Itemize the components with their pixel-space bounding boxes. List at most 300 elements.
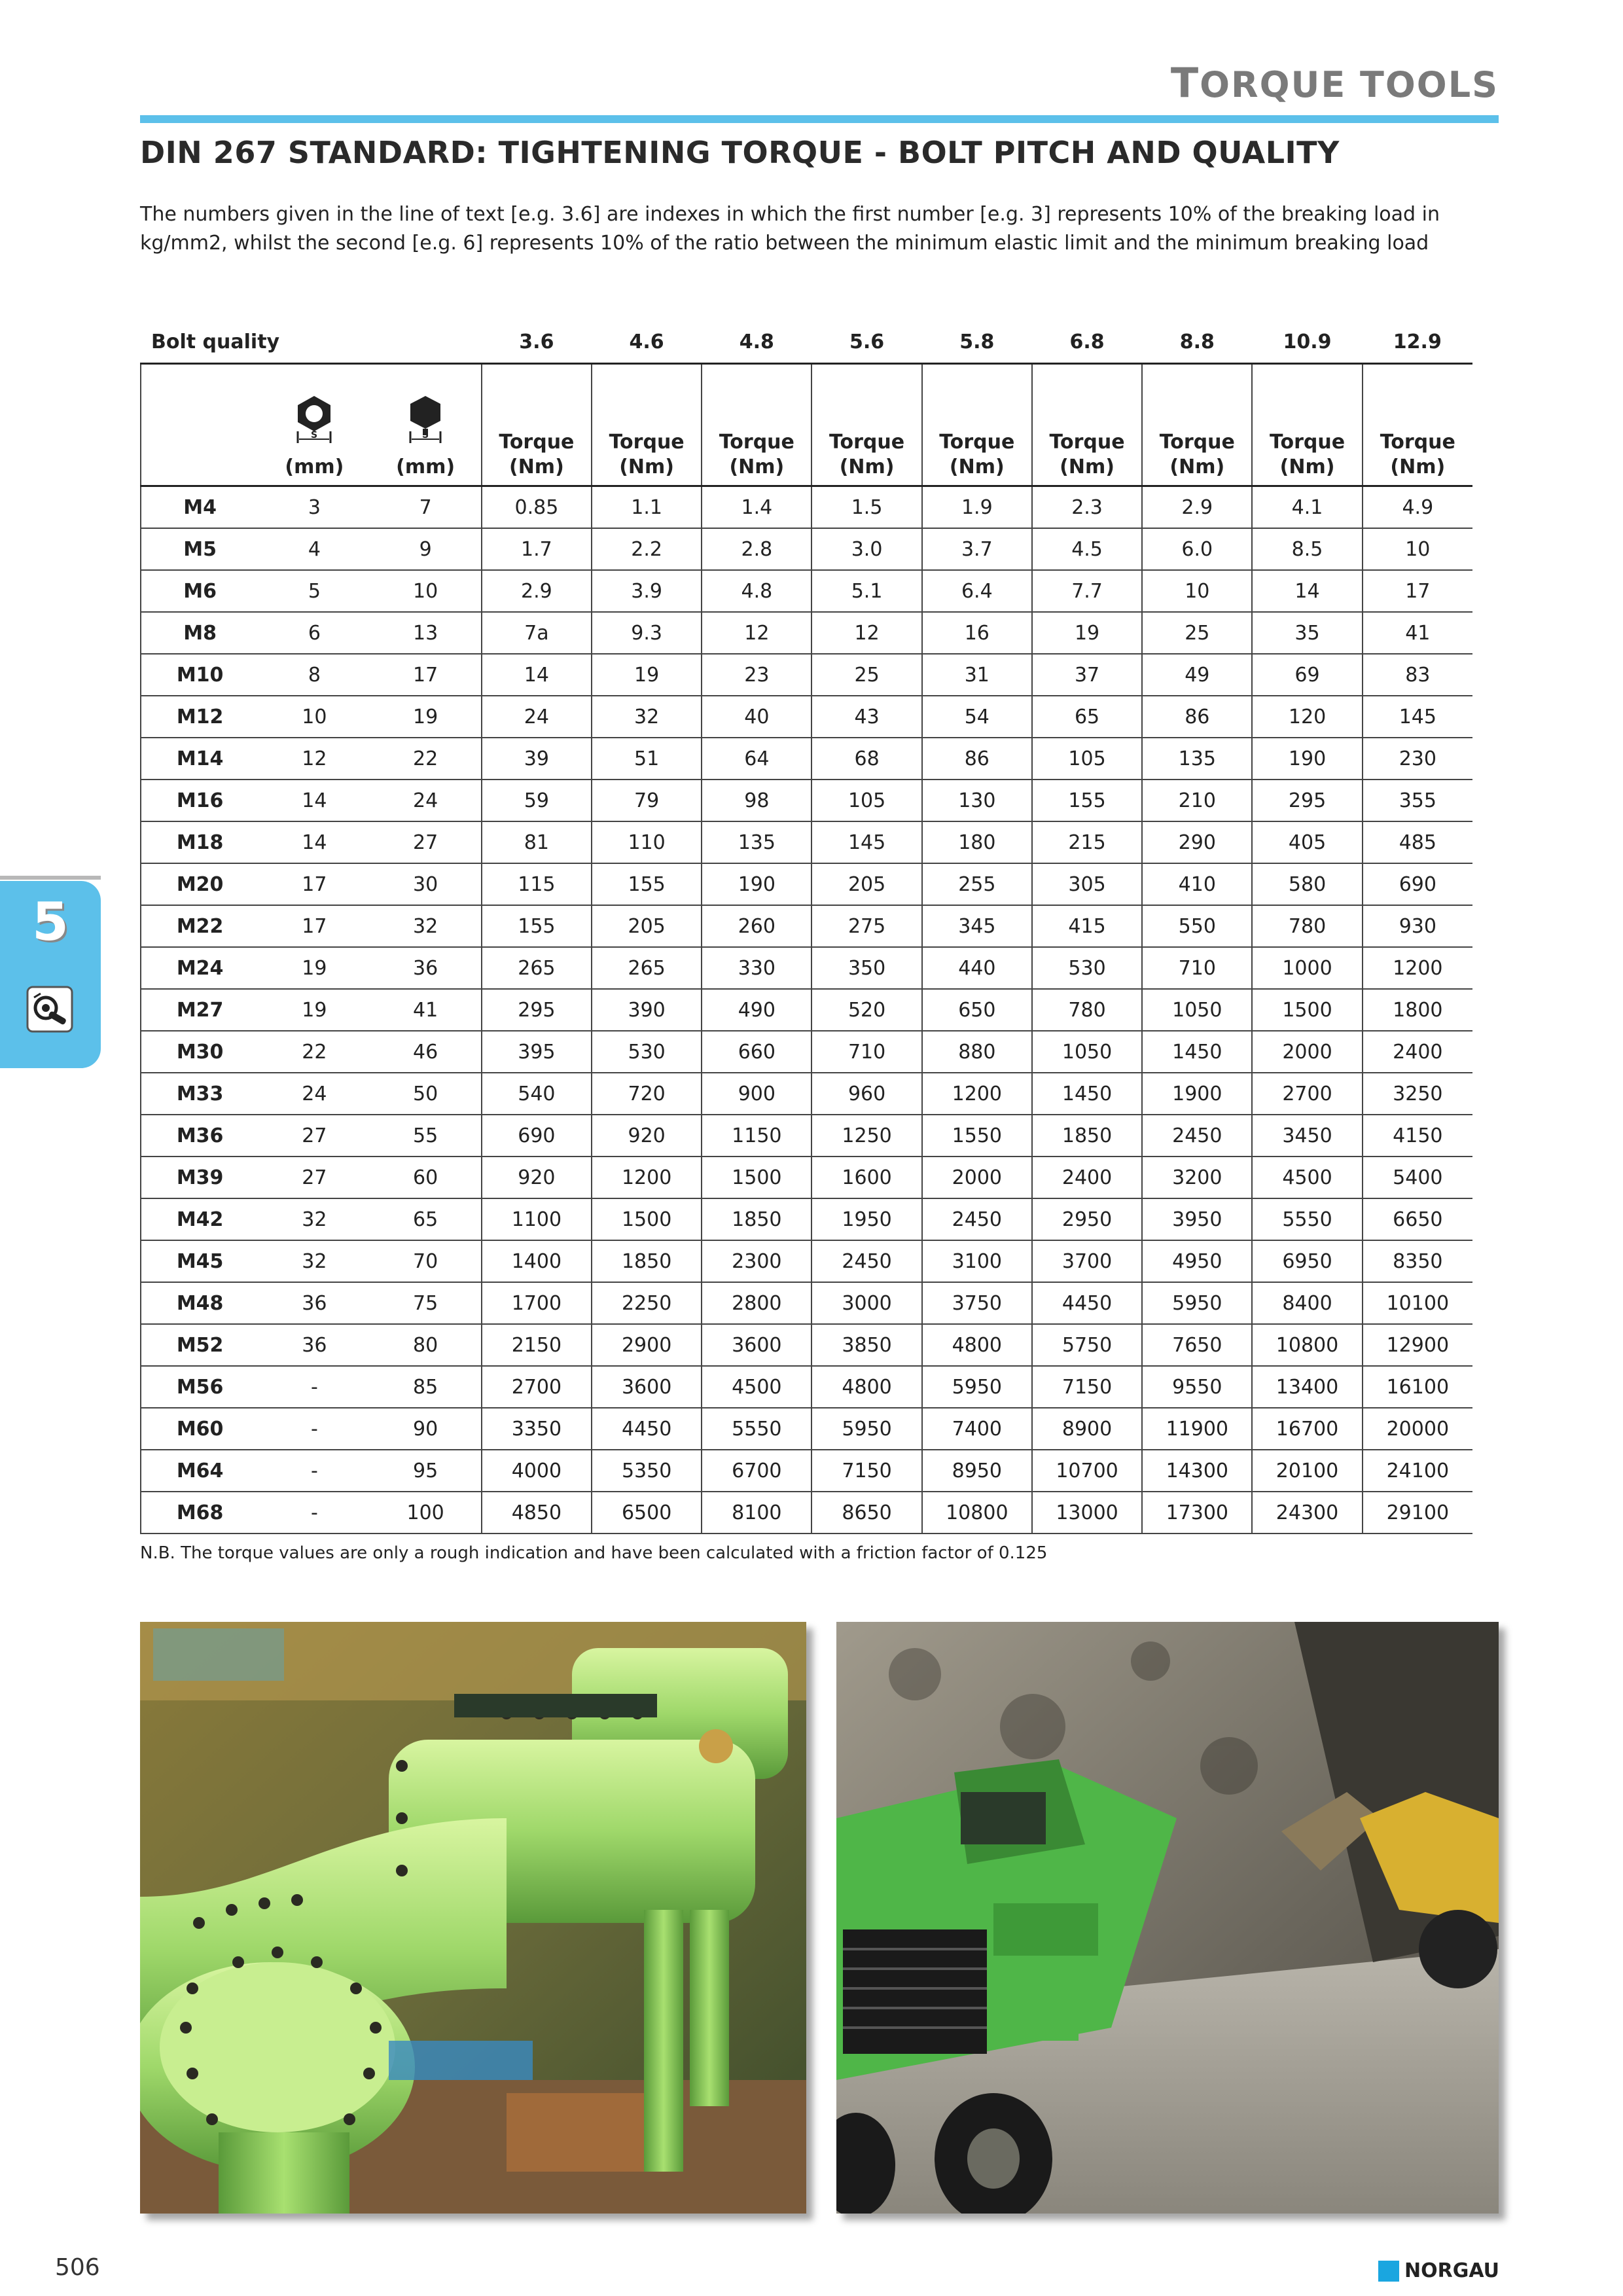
torque-value-cell: 1600 — [812, 1157, 921, 1198]
torque-value-cell: 105 — [1032, 738, 1142, 780]
torque-value-cell: 1700 — [482, 1282, 592, 1324]
torque-value-cell: 2.9 — [1142, 486, 1252, 529]
head-width-cell: 27 — [370, 821, 482, 863]
torque-value-cell: 2400 — [1032, 1157, 1142, 1198]
torque-value-cell: 83 — [1363, 654, 1472, 696]
torque-header — [592, 364, 702, 486]
nm-label: (Nm) — [839, 456, 895, 478]
nut-width-cell: 36 — [259, 1282, 370, 1324]
torque-value-cell: 960 — [812, 1073, 921, 1115]
header-rule — [140, 115, 1499, 123]
torque-value-cell: 24 — [482, 696, 592, 738]
torque-value-cell: 580 — [1252, 863, 1362, 905]
torque-value-cell: 1100 — [482, 1198, 592, 1240]
torque-value-cell: 11900 — [1142, 1408, 1252, 1450]
torque-label: Torque — [609, 431, 685, 454]
bolt-quality-label: Bolt quality — [141, 321, 482, 364]
table-row — [141, 863, 1472, 905]
torque-value-cell: 51 — [592, 738, 702, 780]
torque-header — [1252, 364, 1362, 486]
torque-value-cell: 8100 — [702, 1492, 812, 1534]
size-header-cell — [141, 364, 259, 486]
torque-value-cell: 4.8 — [702, 570, 812, 612]
torque-label: Torque — [1380, 431, 1455, 454]
head-width-cell: 95 — [370, 1450, 482, 1492]
torque-value-cell: 10700 — [1032, 1450, 1142, 1492]
quality-header: 12.9 — [1363, 321, 1472, 364]
bolt-size-cell: M22 — [141, 905, 259, 947]
torque-value-cell: 690 — [1363, 863, 1472, 905]
torque-value-cell: 920 — [482, 1157, 592, 1198]
torque-value-cell: 2700 — [1252, 1073, 1362, 1115]
torque-value-cell: 37 — [1032, 654, 1142, 696]
bolt-size-cell: M48 — [141, 1282, 259, 1324]
torque-value-cell: 530 — [1032, 947, 1142, 989]
torque-value-cell: 5350 — [592, 1450, 702, 1492]
torque-value-cell: 490 — [702, 989, 812, 1031]
table-row — [141, 1031, 1472, 1073]
torque-label: Torque — [499, 431, 575, 454]
torque-value-cell: 155 — [592, 863, 702, 905]
torque-label: Torque — [1049, 431, 1125, 454]
nm-label: (Nm) — [1390, 456, 1446, 478]
torque-value-cell: 0.85 — [482, 486, 592, 529]
torque-value-cell: 3950 — [1142, 1198, 1252, 1240]
nut-width-cell: 19 — [259, 989, 370, 1031]
head-width-cell: 46 — [370, 1031, 482, 1073]
torque-value-cell: 900 — [702, 1073, 812, 1115]
torque-value-cell: 720 — [592, 1073, 702, 1115]
torque-value-cell: 305 — [1032, 863, 1142, 905]
torque-value-cell: 530 — [592, 1031, 702, 1073]
torque-value-cell: 1950 — [812, 1198, 921, 1240]
torque-value-cell: 13400 — [1252, 1366, 1362, 1408]
bolt-size-cell: M4 — [141, 486, 259, 529]
torque-label: Torque — [1159, 431, 1235, 454]
torque-value-cell: 1850 — [592, 1240, 702, 1282]
torque-value-cell: 23 — [702, 654, 812, 696]
torque-value-cell: 485 — [1363, 821, 1472, 863]
torque-value-cell: 10800 — [1252, 1324, 1362, 1366]
torque-value-cell: 6.4 — [922, 570, 1032, 612]
nut-width-cell: 12 — [259, 738, 370, 780]
quality-header: 8.8 — [1142, 321, 1252, 364]
torque-value-cell: 3700 — [1032, 1240, 1142, 1282]
torque-value-cell: 16 — [922, 612, 1032, 654]
mm-label: (mm) — [396, 456, 455, 478]
torque-value-cell: 13000 — [1032, 1492, 1142, 1534]
torque-value-cell: 210 — [1142, 780, 1252, 821]
torque-value-cell: 2000 — [1252, 1031, 1362, 1073]
bolt-size-cell: M42 — [141, 1198, 259, 1240]
torque-value-cell: 2950 — [1032, 1198, 1142, 1240]
torque-value-cell: 710 — [1142, 947, 1252, 989]
nut-width-cell: 6 — [259, 612, 370, 654]
nut-width-cell: 8 — [259, 654, 370, 696]
industrial-pipes-photo — [140, 1622, 806, 2214]
head-width-cell: 17 — [370, 654, 482, 696]
head-width-cell: 19 — [370, 696, 482, 738]
torque-value-cell: 4450 — [1032, 1282, 1142, 1324]
torque-value-cell: 6700 — [702, 1450, 812, 1492]
dump-truck-photo — [836, 1622, 1499, 2214]
torque-value-cell: 1050 — [1032, 1031, 1142, 1073]
quality-header: 10.9 — [1252, 321, 1362, 364]
quality-header: 5.6 — [812, 321, 921, 364]
bolt-size-cell: M36 — [141, 1115, 259, 1157]
torque-value-cell: 130 — [922, 780, 1032, 821]
torque-value-cell: 1450 — [1032, 1073, 1142, 1115]
torque-value-cell: 12 — [702, 612, 812, 654]
table-row — [141, 570, 1472, 612]
torque-value-cell: 7150 — [1032, 1366, 1142, 1408]
torque-value-cell: 5950 — [812, 1408, 921, 1450]
bolt-size-cell: M56 — [141, 1366, 259, 1408]
torque-value-cell: 9550 — [1142, 1366, 1252, 1408]
torque-value-cell: 190 — [702, 863, 812, 905]
torque-value-cell: 10 — [1363, 528, 1472, 570]
nut-width-cell: 32 — [259, 1240, 370, 1282]
torque-header — [482, 364, 592, 486]
pipes-illustration — [140, 1622, 806, 2214]
chapter-tab-border — [0, 876, 101, 880]
svg-text:S: S — [422, 430, 429, 440]
torque-value-cell: 190 — [1252, 738, 1362, 780]
table-row — [141, 1115, 1472, 1157]
bolt-size-cell: M64 — [141, 1450, 259, 1492]
torque-value-cell: 81 — [482, 821, 592, 863]
round-nut-icon — [291, 393, 337, 446]
torque-value-cell: 65 — [1032, 696, 1142, 738]
head-width-cell: 41 — [370, 989, 482, 1031]
torque-value-cell: 920 — [592, 1115, 702, 1157]
head-width-cell: 30 — [370, 863, 482, 905]
torque-value-cell: 1500 — [1252, 989, 1362, 1031]
bolt-size-cell: M52 — [141, 1324, 259, 1366]
torque-value-cell: 290 — [1142, 821, 1252, 863]
torque-value-cell: 440 — [922, 947, 1032, 989]
bolt-size-cell: M20 — [141, 863, 259, 905]
torque-value-cell: 17 — [1363, 570, 1472, 612]
brand-name: NORGAU — [1404, 2259, 1499, 2282]
nut-width-cell: 36 — [259, 1324, 370, 1366]
head-width-cell: 80 — [370, 1324, 482, 1366]
torque-value-cell: 54 — [922, 696, 1032, 738]
torque-value-cell: 29100 — [1363, 1492, 1472, 1534]
torque-value-cell: 9.3 — [592, 612, 702, 654]
torque-value-cell: 4500 — [1252, 1157, 1362, 1198]
nut-width-cell: 27 — [259, 1157, 370, 1198]
torque-value-cell: 3600 — [702, 1324, 812, 1366]
torque-value-cell: 2450 — [1142, 1115, 1252, 1157]
torque-value-cell: 40 — [702, 696, 812, 738]
torque-value-cell: 780 — [1032, 989, 1142, 1031]
nm-label: (Nm) — [949, 456, 1005, 478]
bolt-size-cell: M5 — [141, 528, 259, 570]
nut-width-cell: 27 — [259, 1115, 370, 1157]
nm-label: (Nm) — [1169, 456, 1225, 478]
bolt-size-cell: M68 — [141, 1492, 259, 1534]
torque-value-cell: 6650 — [1363, 1198, 1472, 1240]
head-width-cell: 60 — [370, 1157, 482, 1198]
torque-value-cell: 410 — [1142, 863, 1252, 905]
torque-value-cell: 1150 — [702, 1115, 812, 1157]
torque-value-cell: 4150 — [1363, 1115, 1472, 1157]
table-row — [141, 780, 1472, 821]
torque-header — [812, 364, 921, 486]
torque-value-cell: 1450 — [1142, 1031, 1252, 1073]
nm-label: (Nm) — [619, 456, 675, 478]
bolt-size-cell: M30 — [141, 1031, 259, 1073]
torque-value-cell: 350 — [812, 947, 921, 989]
nut-width-cell: 24 — [259, 1073, 370, 1115]
torque-value-cell: 2400 — [1363, 1031, 1472, 1073]
torque-value-cell: 10100 — [1363, 1282, 1472, 1324]
torque-value-cell: 14 — [1252, 570, 1362, 612]
torque-value-cell: 7.7 — [1032, 570, 1142, 612]
table-row — [141, 738, 1472, 780]
torque-value-cell: 1200 — [1363, 947, 1472, 989]
bolt-size-cell: M16 — [141, 780, 259, 821]
torque-value-cell: 19 — [592, 654, 702, 696]
torque-value-cell: 3600 — [592, 1366, 702, 1408]
torque-value-cell: 7a — [482, 612, 592, 654]
table-row — [141, 821, 1472, 863]
truck-illustration — [836, 1622, 1499, 2214]
torque-value-cell: 59 — [482, 780, 592, 821]
torque-value-cell: 1000 — [1252, 947, 1362, 989]
torque-value-cell: 135 — [1142, 738, 1252, 780]
torque-value-cell: 4850 — [482, 1492, 592, 1534]
torque-value-cell: 4.9 — [1363, 486, 1472, 529]
torque-value-cell: 4.1 — [1252, 486, 1362, 529]
torque-value-cell: 8650 — [812, 1492, 921, 1534]
table-row — [141, 1157, 1472, 1198]
head-width-header — [370, 364, 482, 486]
head-width-cell: 9 — [370, 528, 482, 570]
torque-value-cell: 7150 — [812, 1450, 921, 1492]
torque-value-cell: 145 — [1363, 696, 1472, 738]
bolt-size-cell: M45 — [141, 1240, 259, 1282]
unit-header-row — [141, 364, 1472, 486]
nut-width-cell: 22 — [259, 1031, 370, 1073]
torque-value-cell: 3200 — [1142, 1157, 1252, 1198]
torque-value-cell: 43 — [812, 696, 921, 738]
torque-value-cell: 1.1 — [592, 486, 702, 529]
quality-header: 3.6 — [482, 321, 592, 364]
torque-value-cell: 16700 — [1252, 1408, 1362, 1450]
nut-width-cell: 3 — [259, 486, 370, 529]
head-width-cell: 100 — [370, 1492, 482, 1534]
head-width-cell: 50 — [370, 1073, 482, 1115]
head-width-cell: 13 — [370, 612, 482, 654]
torque-value-cell: 4.5 — [1032, 528, 1142, 570]
nm-label: (Nm) — [1060, 456, 1115, 478]
torque-value-cell: 710 — [812, 1031, 921, 1073]
torque-value-cell: 3.0 — [812, 528, 921, 570]
torque-value-cell: 5950 — [922, 1366, 1032, 1408]
torque-value-cell: 3000 — [812, 1282, 921, 1324]
nut-width-cell: 14 — [259, 780, 370, 821]
intro-paragraph: The numbers given in the line of text [e.g. 3.6] are indexes in which the first number [e.g. 3] represents 10% of the breaking load in kg/mm2, whilst the second [e.g. 6] represents 10% of the ratio between the minimum elastic limit and the minimum breaking load — [140, 203, 1440, 255]
torque-value-cell: 2900 — [592, 1324, 702, 1366]
torque-value-cell: 4000 — [482, 1450, 592, 1492]
bolt-size-cell: M33 — [141, 1073, 259, 1115]
torque-value-cell: 5950 — [1142, 1282, 1252, 1324]
torque-value-cell: 345 — [922, 905, 1032, 947]
table-row — [141, 905, 1472, 947]
quality-row — [141, 321, 1472, 364]
torque-value-cell: 86 — [1142, 696, 1252, 738]
bolt-size-cell: M12 — [141, 696, 259, 738]
torque-value-cell: 25 — [1142, 612, 1252, 654]
bolt-size-cell: M6 — [141, 570, 259, 612]
head-width-cell: 36 — [370, 947, 482, 989]
torque-value-cell: 3.9 — [592, 570, 702, 612]
bolt-size-cell: M14 — [141, 738, 259, 780]
table-row — [141, 486, 1472, 529]
torque-value-cell: 14 — [482, 654, 592, 696]
torque-value-cell: 39 — [482, 738, 592, 780]
torque-value-cell: 14300 — [1142, 1450, 1252, 1492]
torque-value-cell: 20100 — [1252, 1450, 1362, 1492]
nm-label: (Nm) — [508, 456, 564, 478]
torque-value-cell: 12900 — [1363, 1324, 1472, 1366]
torque-value-cell: 8400 — [1252, 1282, 1362, 1324]
torque-value-cell: 69 — [1252, 654, 1362, 696]
torque-value-cell: 5550 — [702, 1408, 812, 1450]
torque-value-cell: 1850 — [1032, 1115, 1142, 1157]
nut-width-cell: - — [259, 1492, 370, 1534]
torque-value-cell: 265 — [482, 947, 592, 989]
table-row — [141, 1450, 1472, 1492]
nut-width-cell: 17 — [259, 863, 370, 905]
torque-value-cell: 355 — [1363, 780, 1472, 821]
torque-value-cell: 2.3 — [1032, 486, 1142, 529]
torque-value-cell: 3100 — [922, 1240, 1032, 1282]
brand-logo-square — [1378, 2261, 1399, 2282]
torque-value-cell: 265 — [592, 947, 702, 989]
table-row — [141, 654, 1472, 696]
torque-value-cell: 1200 — [922, 1073, 1032, 1115]
torque-value-cell: 2.8 — [702, 528, 812, 570]
torque-value-cell: 215 — [1032, 821, 1142, 863]
table-row — [141, 1492, 1472, 1534]
torque-value-cell: 31 — [922, 654, 1032, 696]
head-width-cell: 32 — [370, 905, 482, 947]
torque-value-cell: 295 — [1252, 780, 1362, 821]
torque-value-cell: 1.5 — [812, 486, 921, 529]
nut-width-cell: 17 — [259, 905, 370, 947]
head-width-cell: 7 — [370, 486, 482, 529]
torque-value-cell: 275 — [812, 905, 921, 947]
head-width-cell: 55 — [370, 1115, 482, 1157]
torque-value-cell: 19 — [1032, 612, 1142, 654]
torque-value-cell: 24100 — [1363, 1450, 1472, 1492]
torque-value-cell: 1500 — [592, 1198, 702, 1240]
head-width-cell: 70 — [370, 1240, 482, 1282]
torque-value-cell: 35 — [1252, 612, 1362, 654]
torque-value-cell: 205 — [812, 863, 921, 905]
torque-value-cell: 1900 — [1142, 1073, 1252, 1115]
torque-value-cell: 2800 — [702, 1282, 812, 1324]
torque-value-cell: 155 — [1032, 780, 1142, 821]
bolt-size-cell: M8 — [141, 612, 259, 654]
torque-label: Torque — [719, 431, 794, 454]
torque-value-cell: 4950 — [1142, 1240, 1252, 1282]
torque-value-cell: 12 — [812, 612, 921, 654]
page-number: 506 — [55, 2254, 100, 2281]
torque-value-cell: 79 — [592, 780, 702, 821]
table-row — [141, 612, 1472, 654]
torque-value-cell: 3350 — [482, 1408, 592, 1450]
torque-value-cell: 5400 — [1363, 1157, 1472, 1198]
torque-value-cell: 4800 — [922, 1324, 1032, 1366]
nut-width-cell: - — [259, 1450, 370, 1492]
head-width-cell: 85 — [370, 1366, 482, 1408]
torque-value-cell: 230 — [1363, 738, 1472, 780]
torque-value-cell: 780 — [1252, 905, 1362, 947]
table-row — [141, 947, 1472, 989]
torque-label: Torque — [1269, 431, 1346, 454]
torque-value-cell: 115 — [482, 863, 592, 905]
torque-value-cell: 255 — [922, 863, 1032, 905]
quality-header: 4.8 — [702, 321, 812, 364]
torque-value-cell: 1800 — [1363, 989, 1472, 1031]
torque-value-cell: 8950 — [922, 1450, 1032, 1492]
torque-value-cell: 16100 — [1363, 1366, 1472, 1408]
nut-width-header — [259, 364, 370, 486]
section-title: TORQUE TOOLS — [1170, 59, 1499, 107]
torque-value-cell: 49 — [1142, 654, 1252, 696]
torque-value-cell: 4800 — [812, 1366, 921, 1408]
torque-value-cell: 8350 — [1363, 1240, 1472, 1282]
torque-table — [140, 321, 1472, 1534]
nut-width-cell: 14 — [259, 821, 370, 863]
torque-value-cell: 5550 — [1252, 1198, 1362, 1240]
quality-header: 5.8 — [922, 321, 1032, 364]
torque-value-cell: 415 — [1032, 905, 1142, 947]
table-row — [141, 1240, 1472, 1282]
nut-width-cell: - — [259, 1408, 370, 1450]
table-row — [141, 1282, 1472, 1324]
torque-header — [922, 364, 1032, 486]
nut-width-cell: 19 — [259, 947, 370, 989]
torque-value-cell: 1500 — [702, 1157, 812, 1198]
torque-value-cell: 17300 — [1142, 1492, 1252, 1534]
torque-value-cell: 6950 — [1252, 1240, 1362, 1282]
torque-value-cell: 3850 — [812, 1324, 921, 1366]
nut-width-cell: 32 — [259, 1198, 370, 1240]
torque-header — [1032, 364, 1142, 486]
torque-value-cell: 25 — [812, 654, 921, 696]
torque-header — [1142, 364, 1252, 486]
torque-value-cell: 550 — [1142, 905, 1252, 947]
torque-value-cell: 1250 — [812, 1115, 921, 1157]
torque-value-cell: 520 — [812, 989, 921, 1031]
torque-value-cell: 32 — [592, 696, 702, 738]
torque-value-cell: 5.1 — [812, 570, 921, 612]
head-width-cell: 22 — [370, 738, 482, 780]
nut-width-cell: 10 — [259, 696, 370, 738]
head-width-cell: 65 — [370, 1198, 482, 1240]
bolt-size-cell: M27 — [141, 989, 259, 1031]
torque-value-cell: 98 — [702, 780, 812, 821]
nm-label: (Nm) — [1279, 456, 1335, 478]
torque-value-cell: 295 — [482, 989, 592, 1031]
table-row — [141, 1324, 1472, 1366]
torque-value-cell: 10800 — [922, 1492, 1032, 1534]
